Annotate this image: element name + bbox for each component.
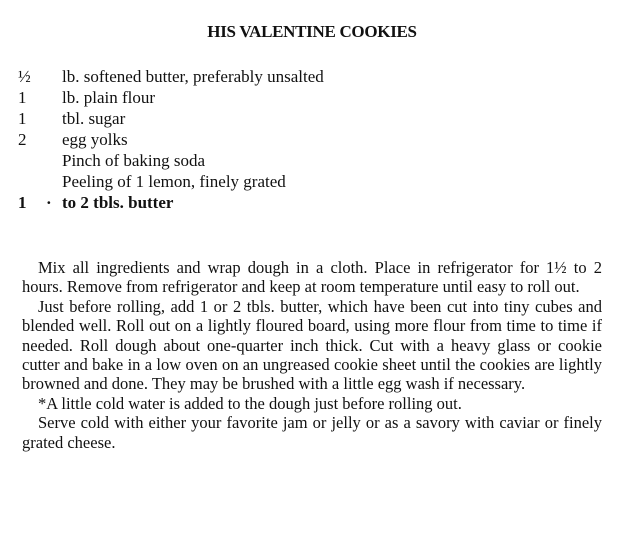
ingredient-quantity: 2 [18,130,27,149]
ingredient-item [18,171,578,192]
ingredient-text: lb. plain flour [62,88,156,107]
instruction-paragraph: Serve cold with either your favorite jam or jelly or as a savory with caviar or finely grated cheese. [22,413,602,452]
ingredient-text: lb. softened butter, preferably unsalted [62,67,324,86]
ingredient-quantity: 1 [18,88,27,107]
ingredient-text: Peeling of 1 lemon, finely grated [62,172,286,191]
ingredient-item [18,66,578,87]
ingredient-text: tbl. sugar [62,109,126,128]
instruction-paragraph: Just before rolling, add 1 or 2 tbls. butter, which have been cut into tiny cubes and blended well. Roll out on a lightly floured board, using more flour from time to time if needed. Roll dough about one-quarter inch thick. Cut with a heavy glass or cookie cutter and bake in a low oven on an ungreased cookie sheet until the cookies are lightly browned and done. They may be brushed with a little egg wash if necessary. [22,296,602,394]
ingredient-quantity: 1 [18,193,27,212]
ingredient-quantity: 1 [18,109,27,128]
instruction-note: *A little cold water is added to the dough just before rolling out. [38,393,462,413]
ingredient-text: egg yolks [62,130,128,149]
ingredient-text: to 2 tbls. butter [62,193,174,212]
ingredient-quantity: ½ [18,67,31,86]
ingredient-list [18,66,578,213]
instruction-paragraph: Mix all ingredients and wrap dough in a cloth. Place in refrigerator for 1½ to 2 hours. Remove from refrigerator and keep at room temperature until easy to roll out. [22,258,602,297]
ingredient-item [18,150,578,171]
ingredient-item [18,108,578,129]
ingredient-item [18,87,578,108]
ingredient-item [18,192,578,213]
bullet-dot-icon: · [46,193,52,212]
recipe-title: HIS VALENTINE COOKIES [207,22,417,41]
ingredient-text: Pinch of baking soda [62,151,206,170]
recipe-instructions [22,258,602,452]
ingredient-item [18,129,578,150]
